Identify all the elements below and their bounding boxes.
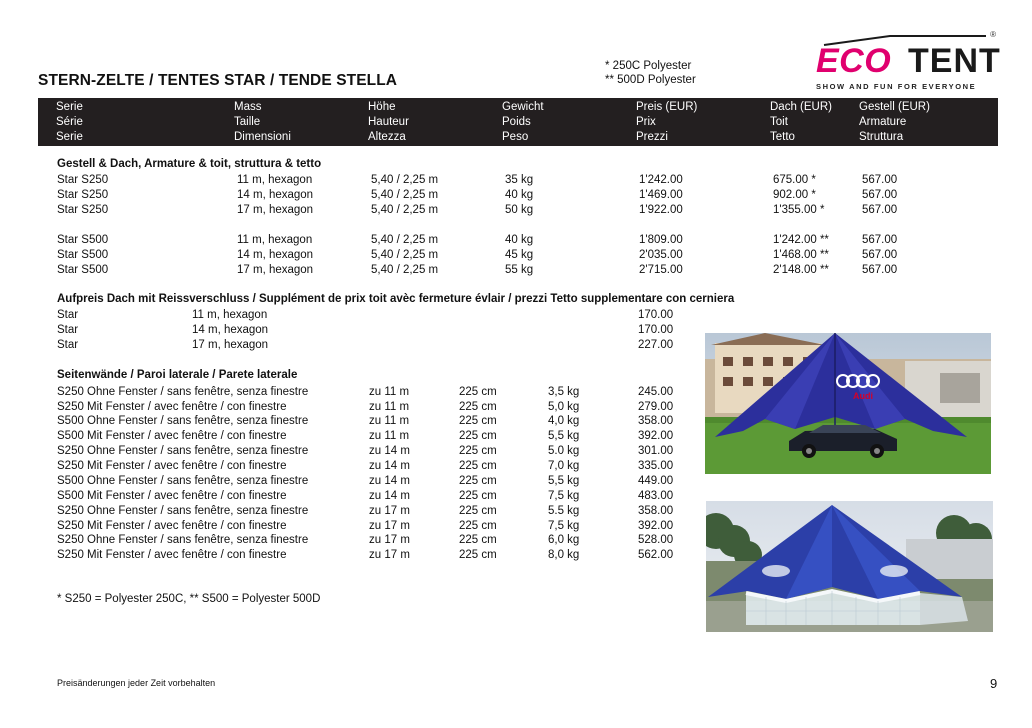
table-row: Star S250 14 m, hexagon 5,40 / 2,25 m 40 kg 1'469.00 902.00 * 567.00 xyxy=(57,189,898,201)
table-row: Star S250 17 m, hexagon 5,40 / 2,25 m 50 kg 1'922.00 1'355.00 * 567.00 xyxy=(57,204,898,216)
registered-mark: ® xyxy=(990,30,996,39)
note-500d: ** 500D Polyester xyxy=(605,74,696,86)
table-row: Star S500 11 m, hexagon 5,40 / 2,25 m 40 kg 1'809.00 1'242.00 ** 567.00 xyxy=(57,234,898,246)
table-row: S250 Mit Fenster / avec fenêtre / con finestre zu 14 m 225 cm 7,0 kg 335.00 xyxy=(57,460,674,472)
header-col-gewicht: Gewicht Poids Peso xyxy=(502,101,544,143)
table-row: S250 Mit Fenster / avec fenêtre / con finestre zu 17 m 225 cm 7,5 kg 392.00 xyxy=(57,520,674,532)
table-row: S250 Mit Fenster / avec fenêtre / con finestre zu 11 m 225 cm 5,0 kg 279.00 xyxy=(57,401,674,413)
logo-eco-text: ECO xyxy=(816,42,892,80)
ecotent-logo xyxy=(812,30,1001,94)
logo-tent-text: TENT xyxy=(908,42,1001,80)
table-row: Star S250 11 m, hexagon 5,40 / 2,25 m 35 kg 1'242.00 675.00 * 567.00 xyxy=(57,174,898,186)
tent-photo-sidewalls xyxy=(706,501,993,632)
header-col-serie: Serie Série Serie xyxy=(56,101,83,143)
page-number: 9 xyxy=(990,676,998,691)
table-row: S250 Ohne Fenster / sans fenêtre, senza finestre zu 14 m 225 cm 5.0 kg 301.00 xyxy=(57,445,674,457)
header-col-dach: Dach (EUR) Toit Tetto xyxy=(770,101,832,143)
table-row: S500 Mit Fenster / avec fenêtre / con finestre zu 11 m 225 cm 5,5 kg 392.00 xyxy=(57,430,674,442)
audi-brand-text: Audi xyxy=(853,391,873,401)
section-title-gestell-dach: Gestell & Dach, Armature & toit, struttura & tetto xyxy=(57,158,322,170)
tent-photo-audi-image xyxy=(705,333,991,474)
page-title: STERN-ZELTE / TENTES STAR / TENDE STELLA xyxy=(38,72,398,89)
header-col-hoehe: Höhe Hauteur Altezza xyxy=(368,101,409,143)
tent-photo-sidewalls-image xyxy=(706,501,993,632)
table-row: S250 Ohne Fenster / sans fenêtre, senza finestre zu 11 m 225 cm 3,5 kg 245.00 xyxy=(57,386,674,398)
header-col-gestell: Gestell (EUR) Armature Struttura xyxy=(859,101,930,143)
table-row: Star 11 m, hexagon 170.00 xyxy=(57,309,674,321)
tent-photo-audi xyxy=(705,333,991,474)
table-row: Star S500 17 m, hexagon 5,40 / 2,25 m 55 kg 2'715.00 2'148.00 ** 567.00 xyxy=(57,264,898,276)
table-row: Star S500 14 m, hexagon 5,40 / 2,25 m 45 kg 2'035.00 1'468.00 ** 567.00 xyxy=(57,249,898,261)
polyester-notes xyxy=(605,59,696,87)
table-row: S250 Ohne Fenster / sans fenêtre, senza finestre zu 17 m 225 cm 6,0 kg 528.00 xyxy=(57,534,674,546)
polyester-footnote: * S250 = Polyester 250C, ** S500 = Polyester 500D xyxy=(57,593,321,605)
note-250c: * 250C Polyester xyxy=(605,60,692,72)
price-disclaimer: Preisänderungen jeder Zeit vorbehalten xyxy=(57,678,216,688)
table-row: S500 Mit Fenster / avec fenêtre / con finestre zu 14 m 225 cm 7,5 kg 483.00 xyxy=(57,490,674,502)
table-row: S250 Ohne Fenster / sans fenêtre, senza finestre zu 17 m 225 cm 5.5 kg 358.00 xyxy=(57,505,674,517)
table-row: Star 17 m, hexagon 227.00 xyxy=(57,339,674,351)
table-row: S500 Ohne Fenster / sans fenêtre, senza finestre zu 14 m 225 cm 5,5 kg 449.00 xyxy=(57,475,674,487)
section-title-seitenwaende: Seitenwände / Paroi laterale / Parete laterale xyxy=(57,369,298,381)
logo-tagline: SHOW AND FUN FOR EVERYONE xyxy=(816,82,977,91)
header-col-preis: Preis (EUR) Prix Prezzi xyxy=(636,101,698,143)
table-row: Star 14 m, hexagon 170.00 xyxy=(57,324,674,336)
table-header xyxy=(38,98,998,146)
header-col-mass: Mass Taille Dimensioni xyxy=(234,101,291,143)
table-row: S500 Ohne Fenster / sans fenêtre, senza finestre zu 11 m 225 cm 4,0 kg 358.00 xyxy=(57,415,674,427)
table-row: S250 Mit Fenster / avec fenêtre / con finestre zu 17 m 225 cm 8,0 kg 562.00 xyxy=(57,549,674,561)
section-title-aufpreis-dach: Aufpreis Dach mit Reissverschluss / Supplément de prix toit avèc fermeture évlair / prezzi Tetto supplementare con cerniera xyxy=(57,293,735,305)
